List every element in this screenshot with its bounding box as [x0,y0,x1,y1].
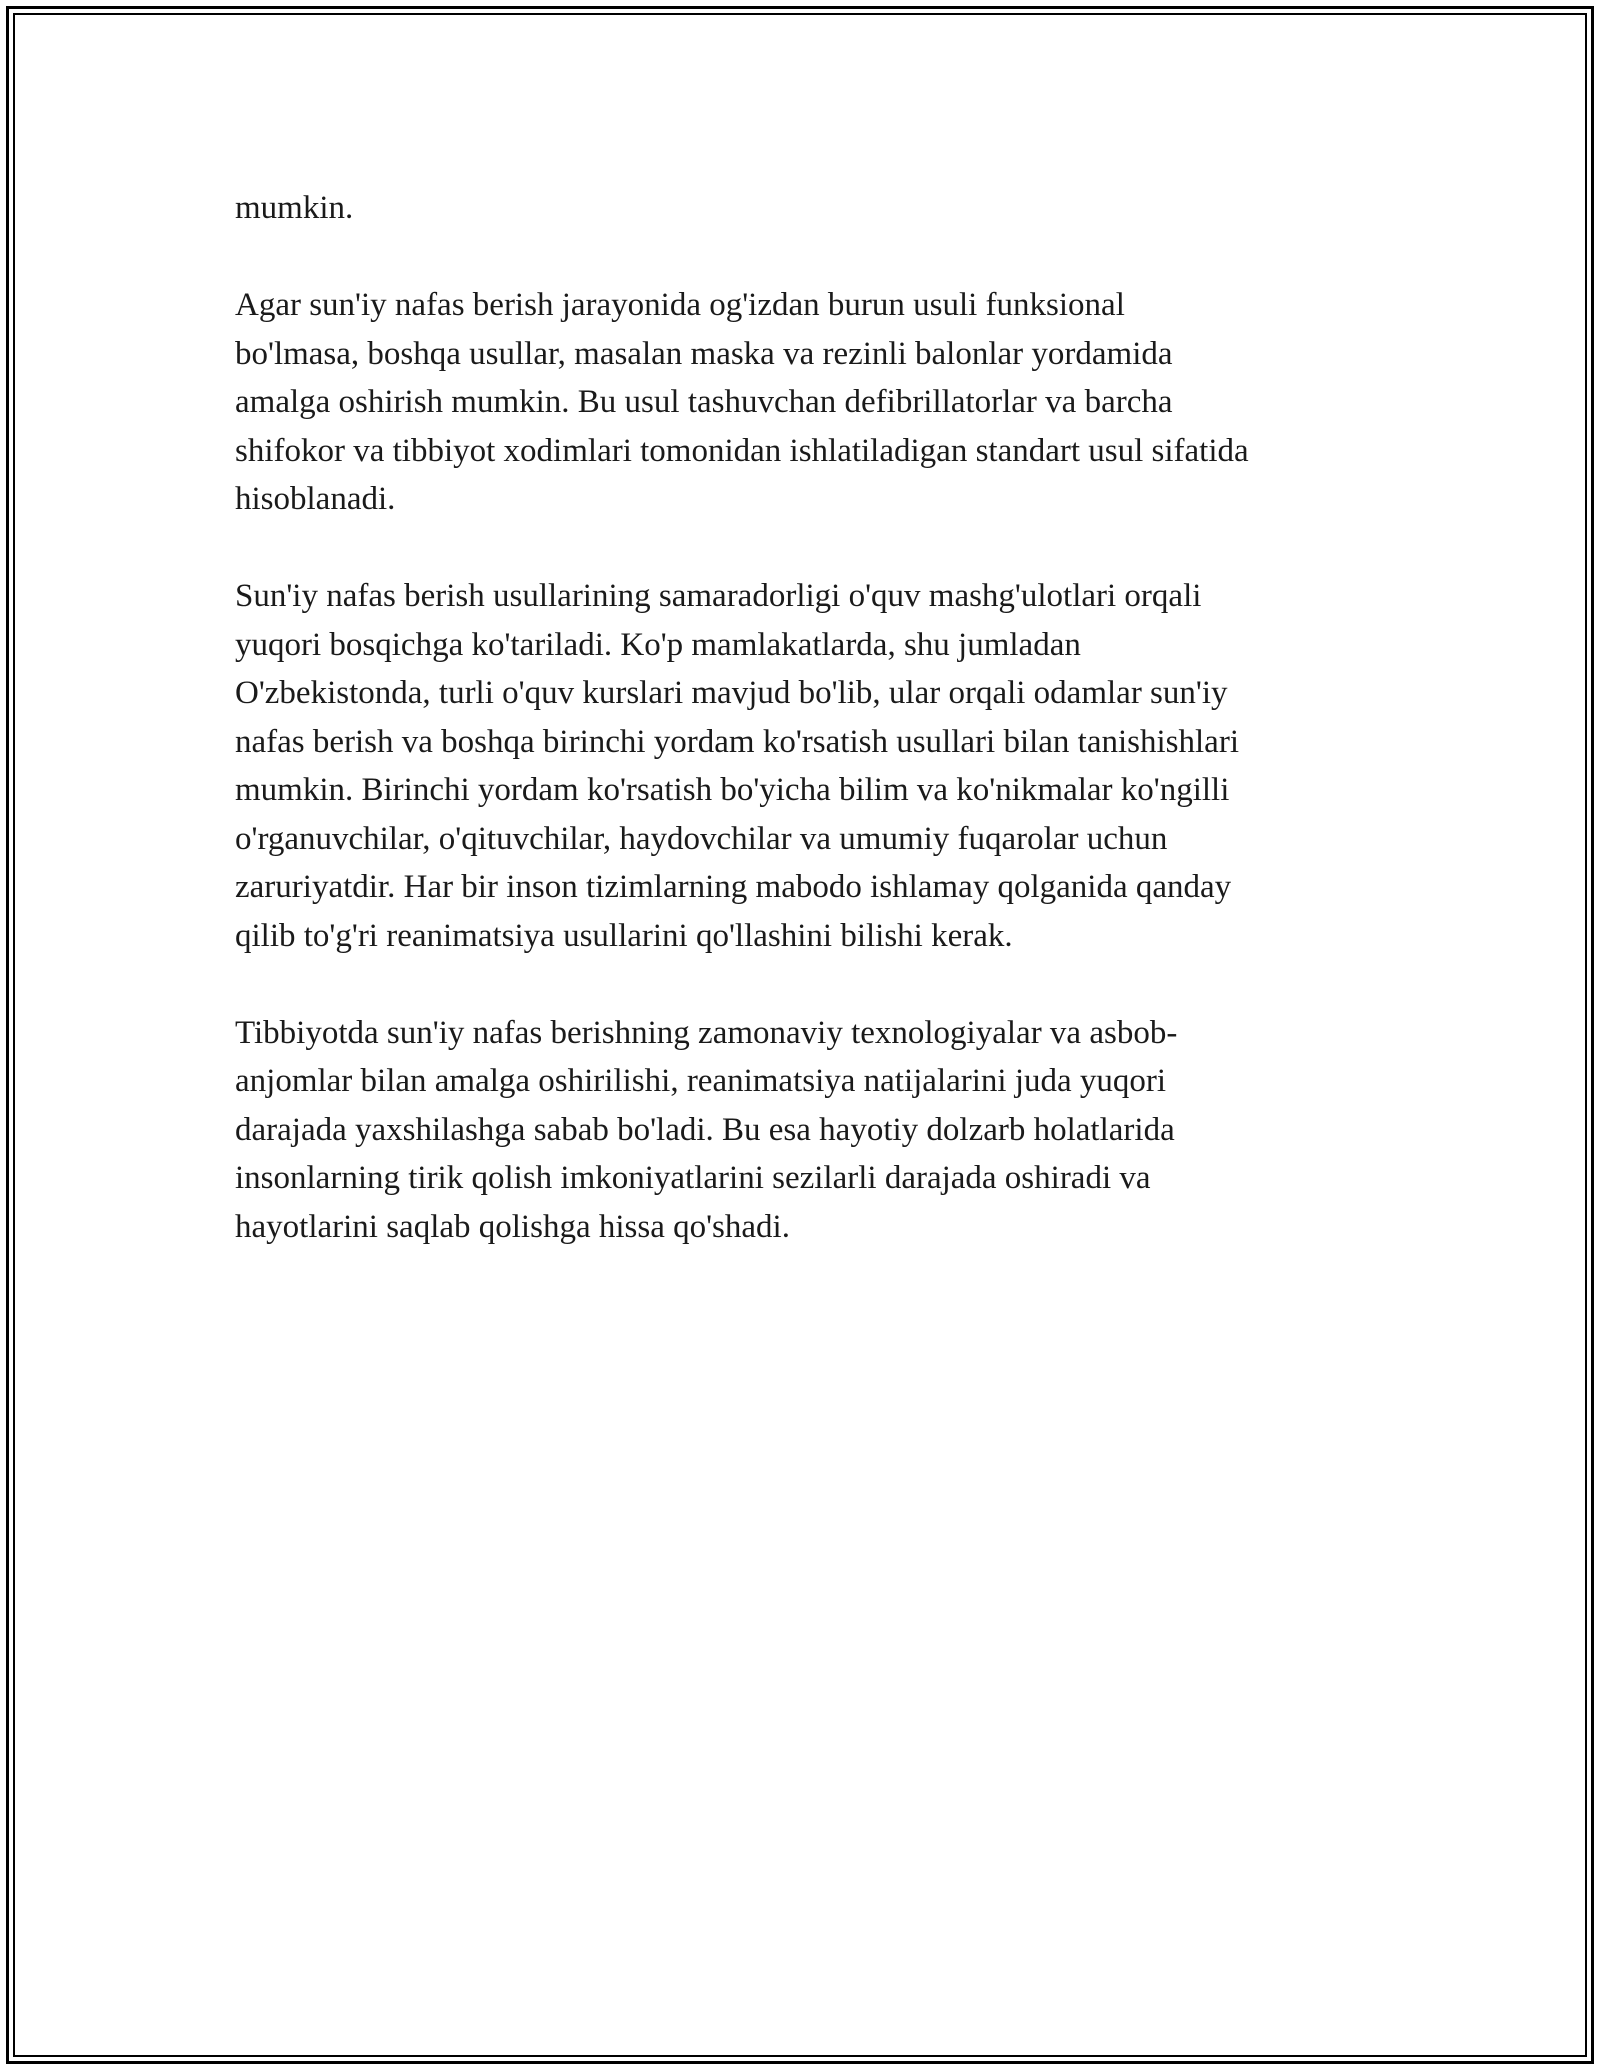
text-line: shifokor va tibbiyot xodimlari tomonidan ishlatiladigan standart usul sifatida [235,432,1249,469]
text-line: nafas berish va boshqa birinchi yordam ko'rsatish usullari bilan tanishishlari [235,723,1239,760]
text-line: zaruriyatdir. Har bir inson tizimlarning mabodo ishlamay qolganida qanday [235,869,1232,905]
text-line: Tibbiyotda sun'iy nafas berishning zamonaviy texnologiyalar va asbob- [235,1014,1178,1051]
paragraph-2 [235,281,1375,524]
text-line: hisoblanadi. [235,481,396,517]
text-line: insonlarning tirik qolish imkoniyatlarini sezilarli darajada oshiradi va [235,1160,1151,1196]
text-line: Sun'iy nafas berish usullarining samaradorligi o'quv mashg'ulotlari orqali [235,578,1202,614]
text-line: anjomlar bilan amalga oshirilishi, reanimatsiya natijalarini juda yuqori [235,1063,1167,1099]
paragraph-1 [235,184,1375,233]
text-line: yuqori bosqichga ko'tariladi. Ko'p mamlakatlarda, shu jumladan [235,626,1081,663]
text-line: amalga oshirish mumkin. Bu usul tashuvchan defibrillatorlar va barcha [235,384,1173,420]
text-line: O'zbekistonda, turli o'quv kurslari mavjud bo'lib, ular orqali odamlar sun'iy [235,675,1228,711]
document-body [235,184,1375,1300]
text-line: mumkin. [235,190,354,226]
text-line: qilib to'g'ri reanimatsiya usullarini qo'llashini bilishi kerak. [235,917,1013,954]
text-line: hayotlarini saqlab qolishga hissa qo'shadi. [235,1208,790,1245]
paragraph-4 [235,1009,1375,1252]
text-line: mumkin. Birinchi yordam ko'rsatish bo'yicha bilim va ko'nikmalar ko'ngilli [235,772,1230,808]
text-line: o'rganuvchilar, o'qituvchilar, haydovchilar va umumiy fuqarolar uchun [235,820,1168,857]
text-line: bo'lmasa, boshqa usullar, masalan maska va rezinli balonlar yordamida [235,335,1173,372]
text-line: Agar sun'iy nafas berish jarayonida og'izdan burun usuli funksional [235,287,1125,323]
paragraph-3 [235,572,1375,960]
text-line: darajada yaxshilashga sabab bo'ladi. Bu esa hayotiy dolzarb holatlarida [235,1111,1175,1148]
